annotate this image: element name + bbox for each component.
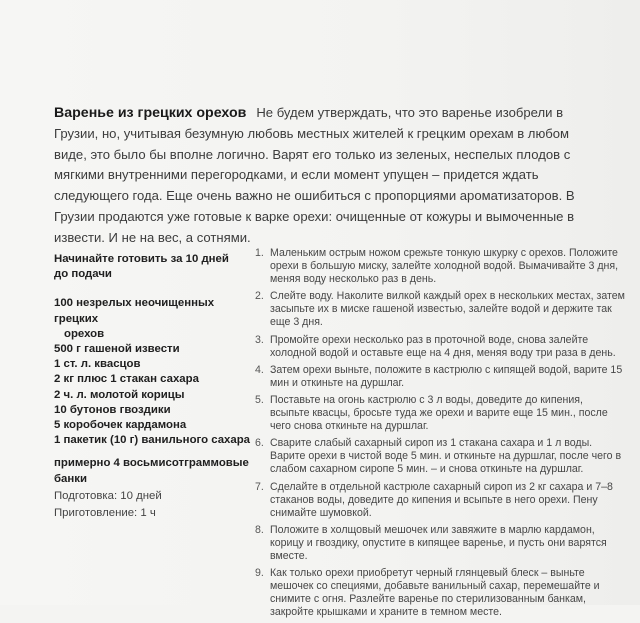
step-item — [255, 247, 625, 286]
ingredient-item — [54, 433, 254, 448]
step-number: 7. — [255, 480, 264, 493]
step-item — [255, 394, 625, 433]
step-text: Положите в холщовый мешочек или завяжите в марлю кардамон, корицу и гвоздику, опустите в кипящее варенье, и пусть они варятся вместе. — [270, 523, 607, 562]
ingredient-text: 1 ст. л. квасцов — [54, 358, 141, 371]
step-item — [255, 364, 625, 390]
step-number: 6. — [255, 437, 264, 450]
ingredient-item — [54, 296, 254, 342]
step-number: 8. — [255, 523, 264, 536]
ingredient-text-cont: орехов — [64, 327, 105, 340]
step-text: Промойте орехи несколько раз в проточной воде, снова залейте холодной водой и оставьте еще на 4 дня, меняя воду три раза в день. — [270, 333, 616, 359]
step-text: Сварите слабый сахарный сироп из 1 стакана сахара и 1 л воды. Варите орехи в чистой воде 5 мин. и откиньте на дуршлаг, после чего в слабом сахарном сиропе 5 мин. – и снова откиньте на дуршлаг. — [270, 437, 622, 476]
recipe-title: Варенье из грецких орехов — [54, 105, 247, 121]
yield-line1: примерно 4 восьмисотграммовые — [54, 457, 249, 470]
ingredient-text: 2 ч. л. молотой корицы — [54, 388, 185, 401]
step-number: 4. — [255, 363, 264, 376]
ingredient-item — [54, 342, 254, 357]
prep-time: Подготовка: 10 дней — [54, 489, 162, 502]
ingredient-text: 100 незрелых неочищенных грецких — [54, 297, 215, 325]
step-item — [255, 481, 625, 520]
recipe-info-column — [54, 252, 254, 521]
step-text: Как только орехи приобретут черный глянцевый блеск – выньте мешочек со специями, добавьте ванильный сахар, перемешайте и снимите с огня. Разлейте варенье по стерилизованным банкам, закройте крышками и храните в темном месте. — [270, 567, 600, 619]
step-number: 3. — [255, 333, 264, 346]
ingredient-item — [54, 403, 254, 418]
yield-note — [54, 456, 254, 486]
step-item — [255, 437, 625, 476]
intro-paragraph — [54, 103, 602, 249]
step-text: Маленьким острым ножом срежьте тонкую шкурку с орехов. Положите орехи в большую миску, залейте холодной водой. Вымачивайте 3 дня, меняя воду несколько раз в день. — [270, 247, 619, 286]
cook-time: Приготовление: 1 ч — [54, 507, 156, 520]
step-item — [255, 524, 625, 563]
ingredient-text: 10 бутонов гвоздики — [54, 403, 171, 416]
step-number: 9. — [255, 567, 264, 580]
step-text: Затем орехи выньте, положите в кастрюлю с кипящей водой, варите 15 мин и откиньте на дуршлаг. — [270, 363, 623, 389]
steps-list — [255, 247, 625, 623]
start-note-line1: Начинайте готовить за 10 дней — [54, 253, 229, 265]
yield-line2: банки — [54, 472, 87, 485]
ingredient-item — [54, 418, 254, 433]
start-note — [54, 252, 254, 282]
ingredient-text: 2 кг плюс 1 стакан сахара — [54, 373, 199, 386]
step-item — [255, 567, 625, 619]
step-text: Слейте воду. Наколите вилкой каждый орех в нескольких местах, затем засыпьте их в миске гашеной известью, залейте водой и держите так еще 3 дня. — [270, 290, 625, 329]
ingredient-text: 1 пакетик (10 г) ванильного сахара — [54, 434, 251, 447]
ingredient-item — [54, 388, 254, 403]
step-number: 5. — [255, 393, 264, 406]
ingredients-list — [54, 296, 254, 448]
step-item — [255, 290, 625, 329]
ingredient-item — [54, 372, 254, 387]
ingredient-text: 5 коробочек кардамона — [54, 419, 187, 432]
step-number: 1. — [255, 247, 264, 259]
step-text: Сделайте в отдельной кастрюле сахарный сироп из 2 кг сахара и 7–8 стаканов воды, доведите до кипения и всыпьте в него орехи. Пену снимайте шумовкой. — [270, 480, 613, 519]
ingredient-item — [54, 357, 254, 372]
intro-text: Не будем утверждать, что это варенье изобрели в Грузии, но, учитывая безумную любовь местных жителей к грецким орехам в любом виде, это было бы вполне логично. Варят его только из зеленых, неспелых плодов с мягкими внутренними перегородками, и если момент упущен – придется ждать следующего года. Еще очень важно не ошибиться с пропорциями ароматизаторов. В Грузии продаются уже готовые к варке орехи: очищенные от кожуры и вымоченные в извести. И не на вес, а сотнями. — [54, 105, 575, 245]
step-number: 2. — [255, 290, 264, 303]
step-item — [255, 334, 625, 360]
start-note-line2: до подачи — [54, 268, 112, 281]
ingredient-text: 500 г гашеной извести — [54, 343, 180, 356]
step-text: Поставьте на огонь кастрюлю с 3 л воды, доведите до кипения, всыпьте квасцы, бросьте туда же орехи и варите еще 15 мин., после чего снова откиньте на дуршлаг. — [270, 393, 608, 433]
